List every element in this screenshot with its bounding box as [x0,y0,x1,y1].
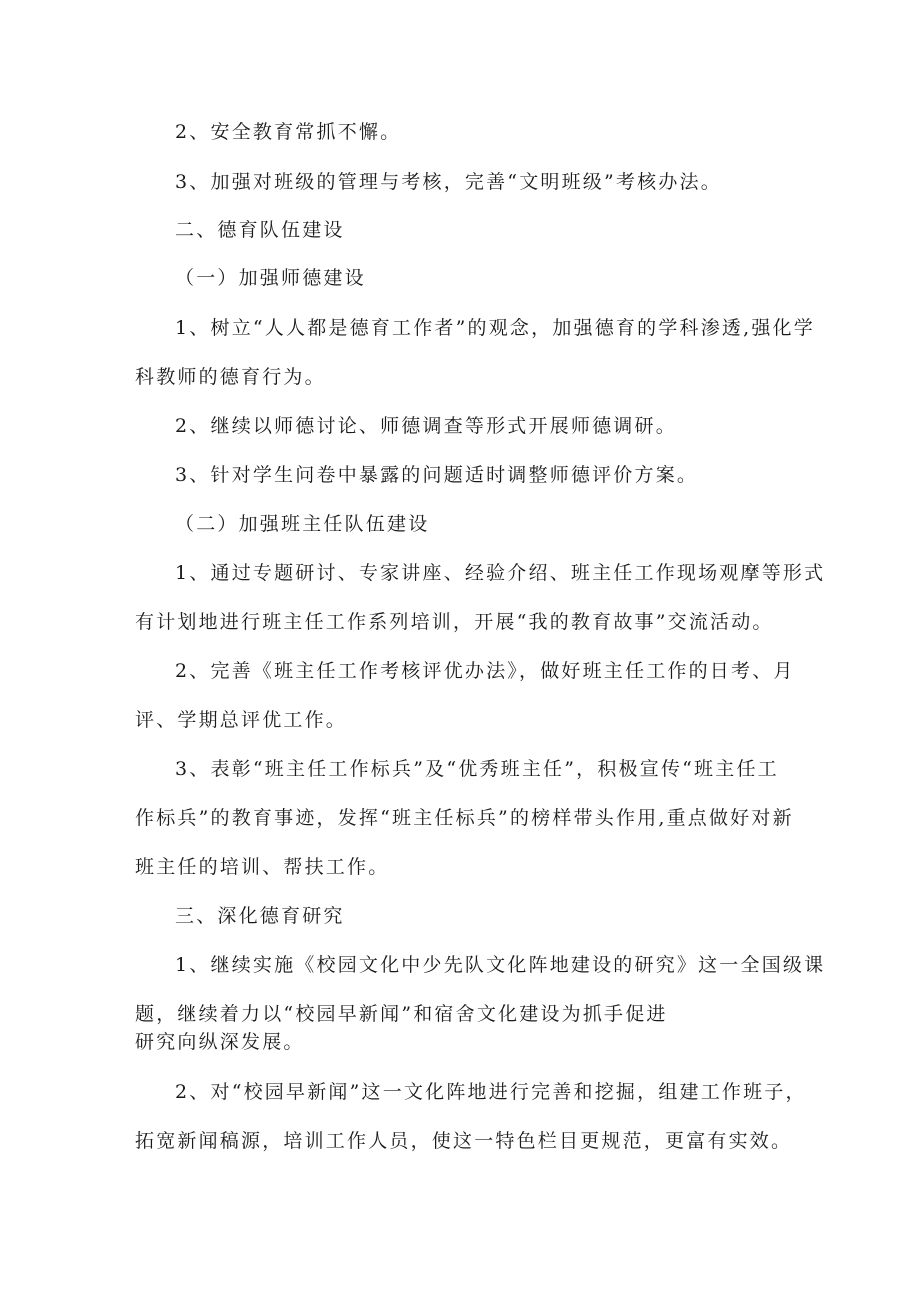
subsection-heading: （一）加强师德建设 [175,267,366,289]
section-heading: 二、德育队伍建设 [175,219,345,241]
text-line: 1、继续实施《校园文化中少先队文化阵地建设的研究》这一全国级课 [175,954,826,976]
text-line: 有计划地进行班主任工作系列培训，开展“我的教育故事”交流活动。 [135,611,774,633]
text-line: 拓宽新闻稿源，培训工作人员，使这一特色栏目更规范，更富有实效。 [135,1130,793,1152]
subsection-heading: （二）加强班主任队伍建设 [175,513,430,535]
text-line: 2、对“校园早新闻”这一文化阵地进行完善和挖掘，组建工作班子， [175,1081,807,1103]
text-line: 1、树立“人人都是德育工作者”的观念，加强德育的学科渗透,强化学 [175,317,815,339]
text-line: 3、表彰“班主任工作标兵”及“优秀班主任”，积极宣传“班主任工 [175,758,779,780]
text-line: 2、安全教育常抓不懈。 [175,121,402,143]
text-line: 评、学期总评优工作。 [135,709,348,731]
text-line: 2、继续以师德讨论、师德调查等形式开展师德调研。 [175,415,677,437]
text-line: 作标兵”的教育事迹，发挥“班主任标兵”的榜样带头作用,重点做好对新 [135,807,794,829]
text-line: 3、加强对班级的管理与考核，完善“文明班级”考核办法。 [175,171,722,193]
text-line: 1、通过专题研讨、专家讲座、经验介绍、班主任工作现场观摩等形式 [175,562,826,584]
text-line: 3、针对学生问卷中暴露的问题适时调整师德评价方案。 [175,464,699,486]
text-line: 班主任的培训、帮扶工作。 [135,856,390,878]
section-heading: 三、深化德育研究 [175,905,345,927]
text-line: 研究向纵深发展。 [135,1031,305,1053]
text-line: 科教师的德育行为。 [135,366,326,388]
text-line: 2、完善《班主任工作考核评优办法》，做好班主任工作的日考、月 [175,660,795,682]
text-line: 题，继续着力以“校园早新闻”和宿舍文化建设为抓手促进 [135,1003,668,1025]
